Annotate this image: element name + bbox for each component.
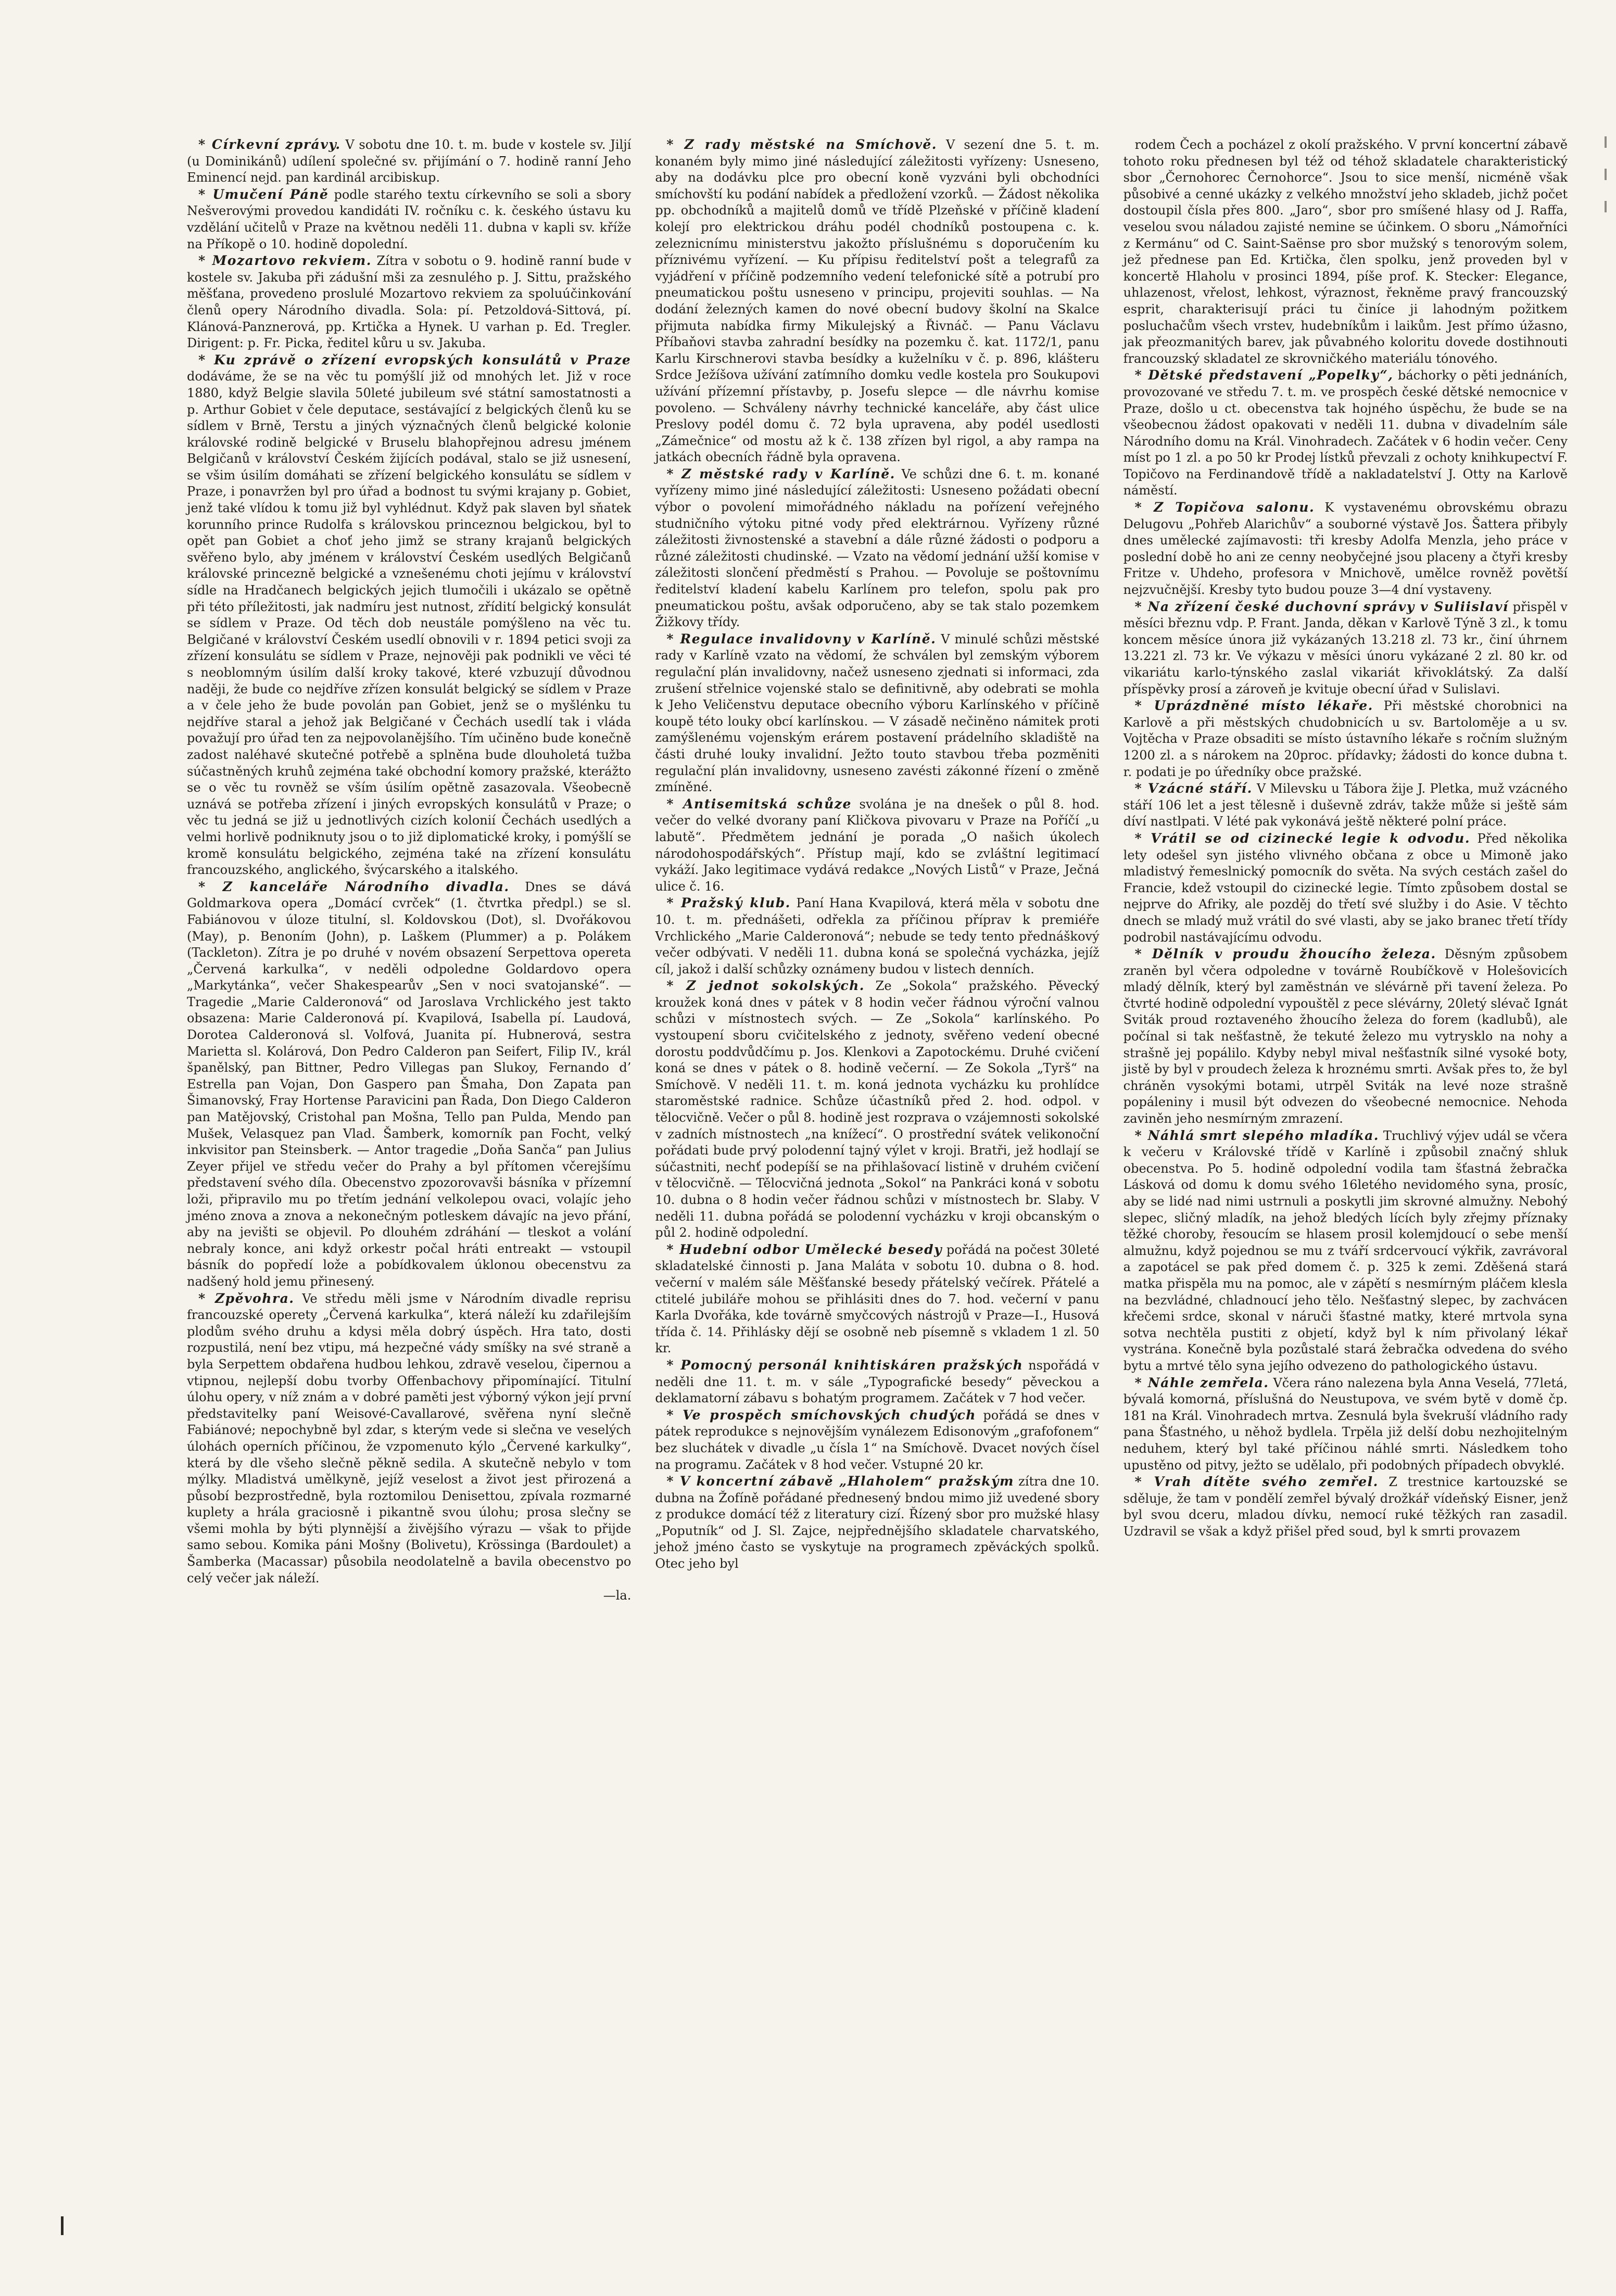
article-body: Před několika lety odešel syn jistého vlivného občana z obce u Mimoně jako mladistvý řemeslnický pomocník do světa. Na svých cestách zašel do Francie, kdež vstoupil do cizinecké legie. Tímto způsobem dostal se nejprve do Afriky, ale pozděj do třetí své služby i do Asie. V těchto dnech se mladý muž vrátil do své vlasti, aby se jako branec třetí třídy podrobil nastávajícímu odvodu. (1123, 831, 1568, 945)
article-heading: * Z městské rady v Karlíně. (666, 466, 895, 481)
article-body: Ve středu měli jsme v Národním divadle reprisu francouzské operety „Červená karkulka“, která náleží ku zdařilejším plodům svého druhu a kdysi měla dobrý úspěch. Hra tato, dosti rozpustilá, není bez vtipu, má hezpečné vády smíšky na své straně a byla Serpettem obdařena hudbou lehkou, zdravě veselou, čipernou a vtipnou, nejlepší dobu tvorby Offenbachovy připomínající. Titulní úlohu opery, v níž znám a v dobré paměti jest výborný výkon její první představitelky paní Weisové-Cavallarové, svěřena nyní slečně Fabiánové; nepochybně byl zdar, s kterým vede si slečna ve veselých úlohách operních příčinou, že vzpomenuto kýlo „Červené karkulky“, která by dle všeho slečně pěkně sedila. A skutečně nebylo v tom mýlky. Mladistvá umělkyně, jejíž veselost a život jest přirozená a působí bezprostředně, byla roztomilou Denisettou, zpívala rozmarné kuplety a hrála graciosně i pikantně svou úlohu; prosa slečny se všemi mohla by býti plynnější a živějšího výrazu — však to přijde samo sebou. Komika páni Mošny (Bolivetu), Krössinga (Bardoulet) a Šamberka (Macassar) působila neodolatelně a bavila obecenstvo po celý večer jak náleží. (187, 1291, 632, 1585)
article-body: přispěl v měsíci březnu vdp. P. Frant. Janda, děkan v Karlově Týně 3 zl., k tomu koncem měsíce února již vykázaných 13.218 zl. 73 kr., činí úhrnem 13.221 zl. 73 kr. Ve výkazu v měsíci únoru vykázané 2 zl. 80 kr. od vikariátu karlo-týnského zaslal vikariát křivoklátský. Za další příspěvky prosí a zároveň je kvituje obecní úřad v Sulislavi. (1123, 599, 1568, 696)
article-body: Z trestnice kartouzské se sděluje, že tam v pondělí zemřel bývalý drožkář vídeňský Eisner, jenž byl svou dceru, mladou dívku, nemocí ruké těžkých ran zasadil. Uzdravil se však a když přišel před soud, byl k smrti provazem (1123, 1475, 1568, 1539)
article-body: K vystavenému obrovskému obrazu Delugovu „Pohřeb Alarichův“ a souborné výstavě Jos. Šattera přibyly dnes umělecké zajímavosti: tři kresby Adolfa Menzla, jeho práce v poslední době ho ani ze cenny neobyčejné jsou placeny a čtyři kresby Fritze v. Uhdeho, profesora v Mnichově, umělce rovněž povětší nejzvučnější. Kresby tyto budou pouze 3—4 dní vystaveny. (1123, 500, 1568, 598)
article-heading: * Dětské představení „Popelky“, (1134, 367, 1394, 383)
article-body: dodáváme, že se na věc tu pomýšlí již od mnohých let. Již v roce 1880, když Belgie slavila 50leté jubileum své státní samostatnosti a p. Arthur Gobiet v čele deputace, sestávající z belgických členů ku se sídlem v Brně, Terstu a jiných význačných členů belgické kolonie královské rodině belgické v Bruselu blahopřejnou adresu jménem Belgičanů v království Českém žijících podával, stalo se již usnesení, se všim úsilím domáhati se zřízení belgického konsulátu se sídlem v Praze, i ponavržen byl pro úřad a bodnost tu svými krajany p. Gobiet, jenž také vlídou k tomu již byl vyhlédnut. Když pak slaven byl sňatek korunního prince Rudolfa s královskou princeznou belgickou, byl to opět pan Gobiet a choť jeho jimž se strany krajanů belgických svěřeno bylo, aby jménem v království Českém usedlých Belgičanů královské princezně belgické a vznešenému choti jejímu v království sídle na Hradčanech belgických jejich tlumočili i ukázalo se opětně při této příležitosti, jak nadmíru jest nutnost, zřídití belgický konsulát se sídlem v Praze. Od těch dob neustále pomýšleno na věc tu. Belgičané v království Českém usedlí obnovili v r. 1894 petici svoji za zřízení konsulátu se sídlem v Praze, nejnověji pak podnikli ve věci té s neoblomným úsilím další kroky takové, které vzbuzují důvodnou naději, že bude co nejdříve zřízen konsulát belgický se sídlem v Praze a v čele jeho že bude povolán pan Gobiet, jenž se o myšlénku tu nejdříve staral a jehož jak Belgičané v Čechách usedlí tak i vláda považují pro úřad ten za nejpovolanějšího. Tím učiněno bude konečně zadost naléhavé skutečné potřebě a splněna bude dlouholetá tužba súčastněných kruhů zejména také obchodní komory pražské, kterážto se o věc tu rovněž se vším úsilím opětně zasazovala. Všeobecně uznává se potřeba zřízení i jiných evropských konsulátů v Praze; o věc tu jedná se již u jednotlivých cizích kolonií Čechách usedlých a velmi horlivě podniknuty jsou o to již diplomatické kroky, i pomýšlí se kromě konsulátu belgického, zejména také na zřízení konsulátu francouzského, anglického, švýcarského a italského. (187, 369, 632, 878)
article-body: V sezení dne 5. t. m. konaném byly mimo jiné následující záležitosti vyřízeny: Usneseno, aby na dodávku plce pro obecní koně vyzváni byli obchodníci smíchovští ku podání nabídek a předložení vzorků. — Žádost několika pp. obchodníků a majitelů domů ve třídě Plzeňské v příčině kladení kolejí pro elektrickou dráhu podél chodníků postoupena c. k. zeleznicnímu ministerstvu jakožto příslušnému s doporučením ku příznivému vyřízení. — Ku přípisu ředitelství pošt a telegrafů za vyjádření v příčině podzemního vedení telefonické sítě a potrubí pro pneumatickou poštu usneseno v principu, projeviti souhlas. — Na dodání železných kamen do nové obecní budovy školní na Skalce přijmuta nabídka firmy Mikulejský a Řivnáč. — Panu Václavu Příbaňovi stavba zahradní besídky na pozemku č. kat. 1172/1, panu Karlu Kirschnerovi stavba besídky a kuželníku v č. p. 896, klášteru Srdce Ježíšova užívání zatímního domku vedle kostela pro Soukupovi užívání přízemní přístavby, p. Josefu slepce — dle návrhu komise povoleno. — Schváleny návrhy technické kanceláře, aby část ulice Preslovy podél domu č. 72 byla upravena, aby podél usedlosti „Zámečnice“ od mostu až k č. 138 zřízen byl rigol, a aby rampa na jatkách obecních řádně byla opravena. (655, 137, 1100, 465)
article-heading: * Mozartovo rekviem. (198, 253, 372, 269)
article-body: svolána je na dnešek o půl 8. hod. večer do velké dvorany paní Kličkova pivovaru v Praze na Poříčí „u labutě“. Předmětem jednání je porada „O našich úkolech národohospodářských“. Přístup mají, kdo se zvláštní legitimací vykáží. Jako legitimace vydává redakce „Nových Listů“ v Praze, Ječná ulice č. 16. (655, 796, 1100, 894)
article (1123, 599, 1568, 698)
article-body: Truchlivý výjev udál se včera k večeru v Královské třídě v Karlíně i způsobil značný shluk obecenstva. Po 5. hodině odpolední vodila tam šťastná žebračka Lásková od domu k domu svého 16letého nevidomého syna, prosíc, aby se lidé nad nimi ustrnuli a poskytli jim skrovné almužny. Nebohý slepec, sličný mladík, na jehož bledých lících byly zřejmy příznaky těžké choroby, řesoucím se hlasem prosil kolemjdoucí o sebe menší almužnu, když pojednou se mu z tváří srdcervoucí výkřik, zavrávoral a zapotácel se pak před domem č. p. 325 k zemi. Zděšená stará matka přispěla mu na pomoc, ale v zápětí s nesmírným pláčem klesla na bezvládné, chladnoucí jeho tělo. Nešťastný slepec, by zachvácen křečemi srdce, skonal v náruči šťastné matky, které mrtvola syna sotva nechtěla pustiti z objetí, když byl k ním přivolaný lékař vystrána. Konečně byla pozůstalé stará žebračka odvedena do svého bytu a mrtvé tělo syna jejího odvezeno do pathologického ústavu. (1123, 1128, 1568, 1373)
article (1123, 946, 1568, 1127)
column-1 (180, 136, 638, 2260)
article-heading: * Zpěvohra. (198, 1290, 295, 1306)
article-heading: * Církevní zprávy. (198, 137, 341, 152)
article-heading: * Ku zprávě o zřízení evropských konsulátů v Praze (198, 352, 632, 367)
article (187, 879, 631, 1290)
article-heading: * Na zřízení české duchovní správy v Suliislaví (1134, 599, 1509, 614)
article-heading: * Z rady městské na Smíchově. (666, 137, 937, 152)
article (1123, 1474, 1568, 1540)
article-body: Ze „Sokola“ pražského. Pěvecký kroužek koná dnes v pátek v 8 hodin večer řádnou výroční valnou schůzi v místnostech svých. — Ze „Sokola“ karlínského. Po vystoupení sboru cvičitelského z jednoty, svěřeno vedení obecné dorostu poddvůdčímu p. Jos. Klenkovi a Zapotockému. Druhé cvičení koná se dnes v pátek o 8. hodině večerní. — Ze Sokola „Tyrš“ na Smíchově. V neděli 11. t. m. koná jednota vycházku ku prohlídce staroměstské radnice. Schůze účastníků před 2. hod. odpol. v tělocvičně. Večer o půl 8. hodině jest rozprava o vzájemnosti sokolské v zadních místnostech „na knížecí“. O prostřední svátek velikonoční pořádati bude prvý polodenní tajný výlet v kroji. Bratři, jež hodlají se súčastniti, nechť podepíší se na přihlašovací listině v druhém cvičení v tělocvičně. — Tělocvičná jednota „Sokol“ na Pankráci koná v sobotu 10. dubna o 8 hodin večer řádnou schůzi v místnostech br. Slaby. V neděli 11. dubna pořádá se polodenní vycházku v kroji obcanským o půl 2. hodině odpolední. (655, 979, 1100, 1240)
article-heading: * Hudební odbor Umělecké besedy (666, 1241, 943, 1257)
article-heading: * V koncertní zábavě „Hlaholem“ pražským (666, 1474, 1014, 1489)
article-body: zítra dne 10. dubna na Žofíně pořádané přednesený bndou mimo již uvedené sbory z produkce domácí též z literatury cizí. Řízený sbor pro mužské hlasy „Poputník“ od J. Sl. Zajce, nejpřednějšího skladatele charvatského, jehož jméno často se vyskytuje na programech zpěváckých spolků. Otec jeho byl (655, 1474, 1100, 1571)
article (655, 978, 1099, 1241)
article-body: Paní Hana Kvapilová, která měla v sobotu dne 10. t. m. přednášeti, odřekla za příčinou příprav k premiéře Vrchlického „Marie Calderonová“; nebude se tedy tento přednáškový večer odbývati. V neděli 11. dubna koná se společná vycházka, jejíž cíl, jakož i další schůzky oznámeny budou v listech denních. (655, 896, 1100, 976)
article-heading: * Náhle zemřela. (1134, 1375, 1269, 1390)
article-heading: * Vrátil se od cizinecké legie k odvodu. (1134, 830, 1471, 846)
article (655, 796, 1099, 895)
article (1123, 780, 1568, 830)
article (187, 186, 631, 252)
article-heading: * Pražský klub. (666, 895, 791, 911)
article-heading: * Dělník v proudu žhoucího železa. (1134, 946, 1436, 962)
article-body: Děsným způsobem zraněn byl včera odpoledne v továrně Roubíčkově v Holešovicích mladý dělník, který byl zaměstnán ve slévárně při tavení železa. Po čtvrté hodině odpolední vypouštěl z pece slévárny, 20letý slévač Ignát Sviták proud roztaveného žhoucího železa do forem (kadlubů), ale počínal si tak nešťastně, že tekuté železo mu vytrysklo na nohy a strašně jej popálilo. Kdyby nebyl mival nešťastník silné vysoké boty, jistě by byl v proudech železa k hroznému smrti. Avšak přes to, že byl chráněn vysokými botami, utrpěl Sviták na levé noze strašně popáleniny i musil být odvezen do všeobecné nemocnice. Nehoda zaviněn jeho nesmírným zmrazení. (1123, 947, 1568, 1126)
article-heading: * Uprázdněné místo lékaře. (1134, 698, 1373, 714)
article (187, 352, 631, 879)
article-body: Zítra v sobotu o 9. hodině ranní bude v kostele sv. Jakuba při zádušní mši za zesnulého p. J. Sittu, pražského měšťana, provedeno proslulé Mozartovo rekviem za spoluúčinkování členů opery Národního divadla. Sola: pí. Petzoldová-Sittová, pí. Klánová-Panznerová, pp. Krtička a Hynek. U varhan p. Ed. Tregler. Dirigent: p. Fr. Picka, ředitel kůru u sv. Jakuba. (187, 253, 632, 351)
article-body: Při městské chorobnici na Karlově a při městských chudobnicích u sv. Bartoloměje a u sv. Vojtěcha v Praze obsaditi se místo ústavního lékaře s ročním služným 1200 zl. a s nárokem na 20proc. přídavky; žádosti do konce dubna t. r. podati je po úředníky obce pražské. (1123, 699, 1568, 779)
article-body: V minulé schůzi městské rady v Karlíně vzato na vědomí, že schválen byl zemským výborem regulační plán invalidovny, načež usneseno zjednati si informaci, zda zrušení střelnice vojenské stalo se definitivně, aby odebrati se mohla k Jeho Veličenstvu deputace obecního výboru Karlínského v příčině koupě této louky obcí karlínskou. — V zásadě nečiněno námitek proti zamýšlenému vojenským erárem postavení prádelního skladiště na části druhé louky invalidní. Ježto touto stavbou třeba pozměniti regulační plán invalidovny, usneseno zavésti zákonné řízení o změně zmíněné. (655, 631, 1100, 795)
article (187, 252, 631, 352)
article-body: Včera ráno nalezena byla Anna Veselá, 77letá, bývalá komorná, příslušná do Neustupova, ve svém bytě v domě čp. 181 na Král. Vinohradech mrtva. Zesnulá byla švekruší vládního rady pana Šťastného, u něhož bydlela. Trpěla již delší dobu nezhojitelným neduhem, který byl také příčinou náhlé smrti. Následkem toho upustěno od pitvy, ježto se udělalo, při podobných případech obvyklé. (1123, 1375, 1568, 1473)
article (655, 1241, 1099, 1357)
article-body: V sobotu dne 10. t. m. bude v kostele sv. Jiljí (u Dominikánů) udílení společné sv. přijímání o 7. hodině ranní Jeho Eminencí nejd. pan kardinál arcibiskup. (187, 137, 632, 185)
article (655, 466, 1099, 631)
article-heading: * Regulace invalidovny v Karlíně. (666, 631, 937, 646)
margin-mark (61, 2216, 64, 2235)
article (1123, 830, 1568, 946)
author-signature: —la. (603, 1588, 632, 1603)
article (655, 136, 1099, 466)
column-3 (1116, 136, 1575, 2260)
text-columns (180, 136, 1575, 2260)
article (1123, 1375, 1568, 1474)
article-body: pořádá na počest 30leté skladatelské činnosti p. Jana Maláta v sobotu 10. dubna o 8. hod. večerní v malém sále Měšťanské besedy přátelský večírek. Přátelé a ctitelé jubiláře mohou se přihlásiti dnes do 7. hod. večerní v panu Karla Dvořáka, kde továrně smyčcových nástrojů v Praze—I., Husová třída č. 14. Přihlásky dějí se osobně neb písemně s vkladem 1 zl. 50 kr. (655, 1242, 1100, 1356)
article-heading: * Pomocný personál knihtiskáren pražských (666, 1357, 1024, 1373)
article-heading: * Z Topičova salonu. (1134, 500, 1315, 515)
article (655, 1473, 1099, 1572)
article-heading: * Antisemitská schůze (666, 796, 852, 811)
article-heading: * Ve prospěch smíchovských chudých (666, 1407, 976, 1423)
article (655, 1407, 1099, 1473)
article (1123, 136, 1568, 367)
article-body: pořádá se dnes v pátek reprodukce s nejnovějším vynálezem Edisonovým „grafofonem“ bez sluchátek v divadle „u čísla 1“ na Smíchově. Dvacet nových čísel na programu. Začátek v 8 hod večer. Vstupné 20 kr. (655, 1407, 1100, 1472)
edge-scan-marks (1605, 136, 1608, 233)
article-heading: * Náhlá smrt slepého mladíka. (1134, 1127, 1380, 1143)
article-body: Ve schůzi dne 6. t. m. konané vyřízeny mimo jiné následující záležitosti: Usneseno požádati obecní výbor o povolení mimořádného nákladu na pořízení veřejného studničního výtoku pitné vody před elektrárnou. Vyřízeny různé záležitosti živnostenské a stavební a dále různé žádosti o podporu a různé záležitosti chudinské. — Vzato na vědomí jednání užší komise v záležitosti slončení předměstí s Prahou. — Povoluje se poštovnímu ředitelství kladení kabelu Karlínem pro telefon, spolu pak pro pneumatickou poštu, avšak odporučeno, aby se tak stalo pozemkem Žižkovy třídy. (655, 466, 1100, 630)
column-2 (648, 136, 1106, 2260)
article-heading: * Z jednot sokolských. (666, 978, 865, 994)
article-body: V Milevsku u Tábora žije J. Pletka, muž vzácného stáří 106 let a jest tělesně i duševně zdráv, takže může si ještě sám díví nastlpati. V lété pak vykonává ještě některé polní práce. (1123, 781, 1568, 829)
article-body: Dnes se dává Goldmarkova opera „Domácí cvrček“ (1. čtvrtka předpl.) se sl. Fabiánovou v úloze titulní, sl. Koldovskou (Dot), sl. Dvořákovou (May), p. Benoním (John), p. Laškem (Plummer) a p. Polákem (Tackleton). Zítra je po druhé v novém obsazení Serpettova opereta „Červená karkulka“, v neděli odpoledne Goldardovo opera „Markytánka“, večer Shakespearův „Sen v noci svatojanské“. — Tragedie „Marie Calderonová“ od Jaroslava Vrchlického jest takto obsazena: Marie Calderonová pí. Kvapilová, Isabella pí. Laudová, Dorotea Calderonová sl. Volfová, Juanita pí. Hubnerová, sestra Marietta sl. Kolárová, Don Pedro Calderon pan Seifert, Filip IV., král španělský, pan Bittner, Pedro Villegas pan Slukoy, Fernando d’ Estrella pan Vojan, Don Gaspero pan Šmaha, Don Zapata pan Šimanovský, Fray Hortense Paravicini pan Řada, Don Diego Calderon pan Matějovský, Cristohal pan Mošna, Tello pan Pulda, Mendo pan Mušek, Velasquez pan Vlad. Šamberk, komorník pan Focht, velký inkvisitor pan Steinsberk. — Antor tragedie „Doňa Sanča“ pan Julius Zeyer přijel ve středu večer do Prahy a byl přítomen včerejšímu představení svého díla. Obecenstvo zpozorovavši básníka v přízemní loži, připravilo mu po třetím jednání velkolepou ovaci, volajíc jeho jméno znova a znova a nekonečným potleskem dávajíc na jevo přání, aby na jevišti se objevil. Po dlouhém zdráhání — tleskot a volání nebraly konce, ani když orkestr počal hráti entreakt — vstoupil básník do popředí lože a pobídkovalem úklonou obecenstvu za nadšený hold jemu přinesený. (187, 879, 632, 1289)
article (187, 136, 631, 186)
article (1123, 367, 1568, 499)
article (655, 1357, 1099, 1407)
article (187, 1290, 631, 1587)
article (655, 895, 1099, 978)
article-heading: * Z kanceláře Národního divadla. (198, 879, 510, 894)
article-heading: * Vrah dítěte svého zemřel. (1134, 1474, 1379, 1490)
article (655, 631, 1099, 796)
article-body: rodem Čech a pocházel z okolí pražského. V první koncertní zábavě tohoto roku přednesen byl též od téhož skladatele charakteristický sbor „Černohorec Černohorce“. Jsou to sice menší, nicméně však působivé a cenné ukázky z velkého množství jeho skladeb, jichž počet dostoupil čísla přes 800. „Jaro“, sbor pro smíšené hlasy od J. Raffa, veselou svou náladou zajisté nemine se účinkem. O sboru „Námořníci z Kermánu“ od C. Saint-Saënse pro sbor mužský s tenorovým solem, jež přednese pan Ed. Krtička, člen spolku, jenž proveden byl v koncertě Hlaholu v prosinci 1894, píše prof. K. Stecker: Elegance, uhlazenost, vřelost, lehkost, výraznost, řekněme pravý francouzský esprit, charakterisují práci tu činíce ji lahodným požitkem posluchačům všech vrstev, hudebníkům i laikům. Jest přímo úžasno, jak přeozmanitých barev, jak půvabného koloritu dovede dostihnouti francouzský skladatel ze skrovničkého materiálu tónového. (1123, 137, 1568, 366)
article-body: nspořádá v neděli dne 11. t. m. v sále „Typografické besedy“ pěveckou a deklamatorní zábavu s bohatým programem. Začátek v 7 hod večer. (655, 1358, 1100, 1406)
article-heading: * Vzácné stáří. (1134, 781, 1253, 796)
article-body: báchorky o pěti jednáních, provozované ve středu 7. t. m. ve prospěch české dětské nemocnice v Praze, došlo u ct. obecenstva tak hojného úspěchu, že bude se na všeobecnou žádost opakovati v neděli 11. dubna v divadelním sále Národního domu na Král. Vinohradech. Začátek v 6 hodin večer. Ceny míst po 1 zl. a po 50 kr Prodej lístků převzali z ochoty knihkupectví F. Topičovo na Ferdinandově třídě a nakladatelství J. Otty na Karlově náměstí. (1123, 368, 1568, 498)
article-body: podle starého textu církevního se soli a sbory Nešverovými provedou kandidáti IV. ročníku c. k. českého ústavu ku vzdělání učitelů v Praze na květnou neděli 11. dubna v kapli sv. kříže na Příkopě o 10. hodině dopolední. (187, 187, 632, 251)
article (1123, 1127, 1568, 1375)
article (1123, 697, 1568, 780)
article (1123, 499, 1568, 599)
article-heading: * Umučení Páně (198, 186, 329, 202)
